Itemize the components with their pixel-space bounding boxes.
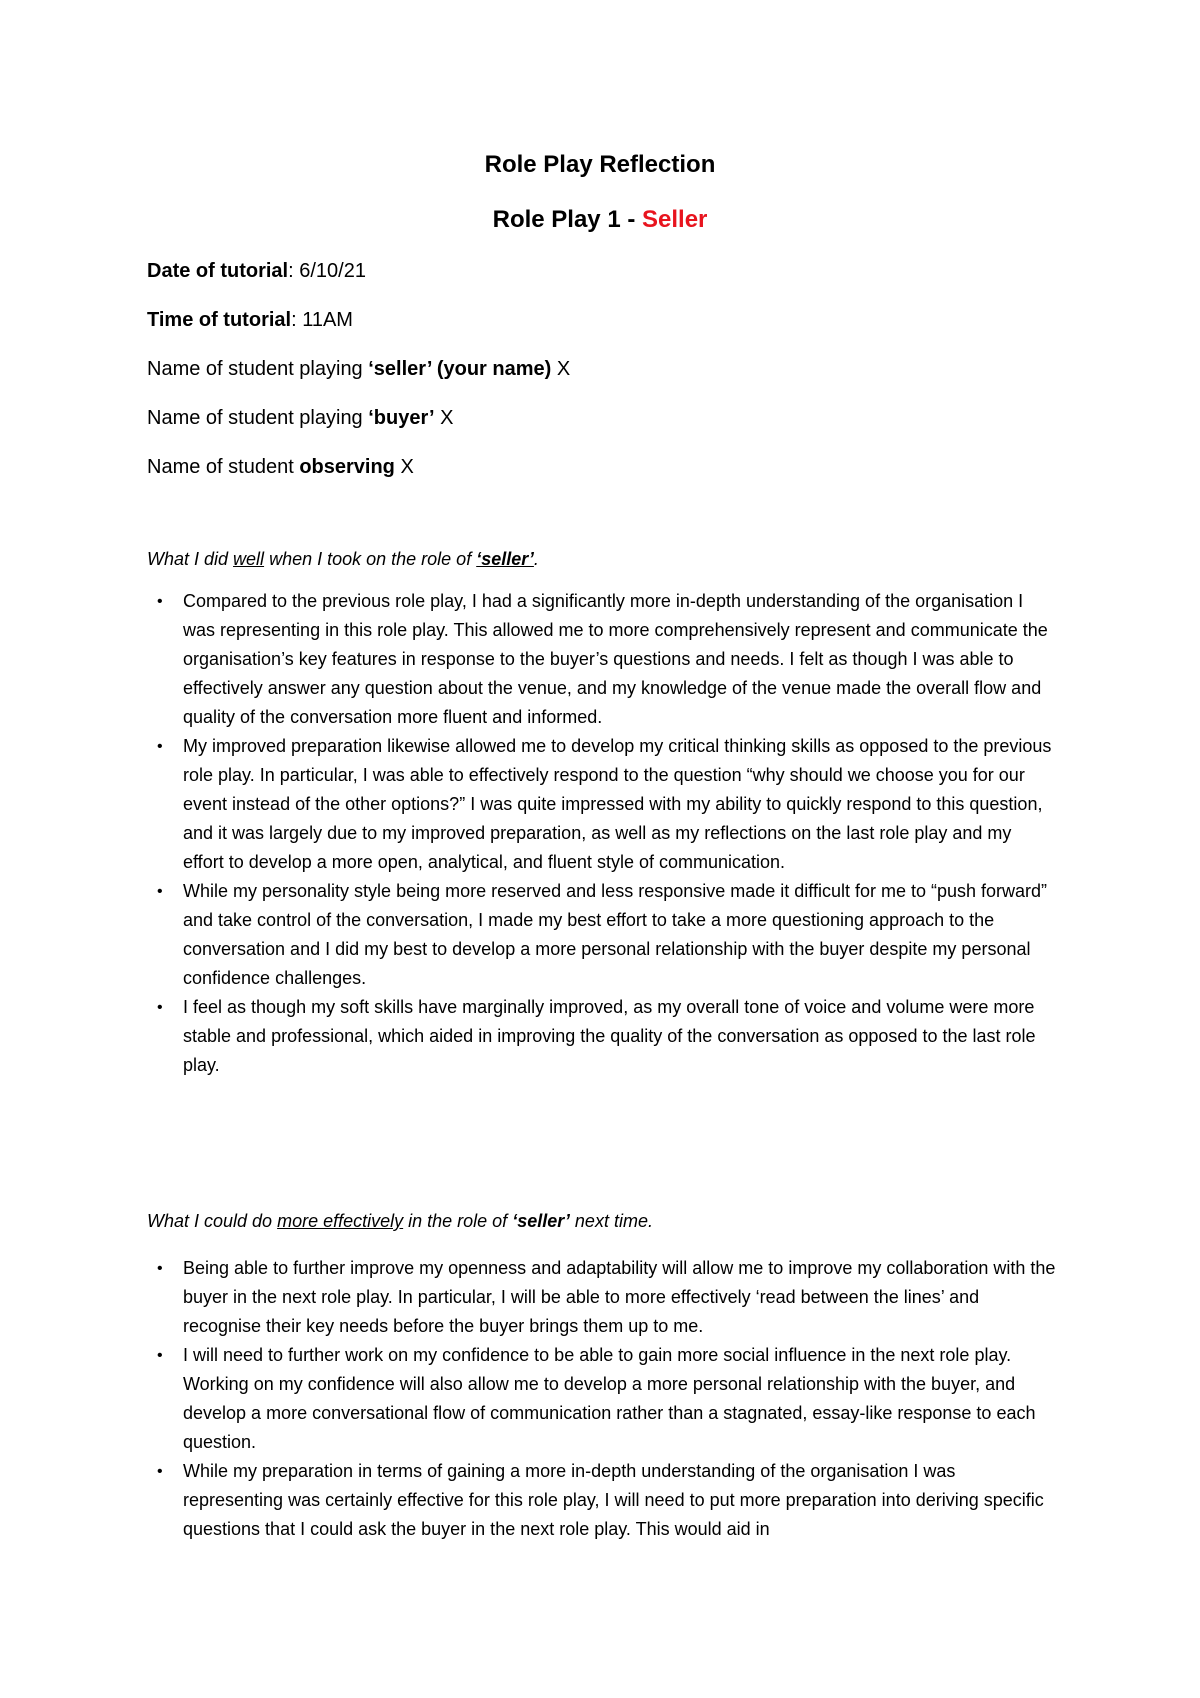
heading-improve-pre: What I could do xyxy=(147,1211,278,1231)
seller-name-line xyxy=(147,356,570,382)
heading-improve-post: next time. xyxy=(569,1211,653,1231)
date-label: Date of tutorial xyxy=(147,260,289,282)
list-item xyxy=(147,877,1057,993)
improve-bullet-list xyxy=(147,1254,1057,1544)
bullet-icon: • xyxy=(157,1463,163,1480)
list-item xyxy=(147,1341,1057,1457)
buyer-bold: ‘buyer’ xyxy=(368,407,435,429)
observer-name-line xyxy=(147,454,414,480)
list-item xyxy=(147,1457,1057,1544)
heading-well-pre: What I did xyxy=(147,549,234,569)
time-value: : 11AM xyxy=(291,309,353,331)
document-subtitle xyxy=(0,205,1200,235)
heading-improve-mid: in the role of xyxy=(403,1211,513,1231)
list-item-text: I feel as though my soft skills have marginally improved, as my overall tone of voice and volume were more stable and professional, which aided in improving the quality of the conversation as opposed to the last role play. xyxy=(183,997,1036,1075)
seller-bold: ‘seller’ (your name) xyxy=(368,358,552,380)
section-heading-well xyxy=(147,547,539,571)
date-value: : 6/10/21 xyxy=(288,260,366,282)
subtitle-prefix: Role Play 1 - xyxy=(492,206,642,233)
bullet-icon: • xyxy=(157,1260,163,1277)
bullet-icon: • xyxy=(157,738,163,755)
observer-value: X xyxy=(394,456,414,478)
buyer-value: X xyxy=(434,407,454,429)
bullet-icon: • xyxy=(157,999,163,1016)
heading-well-role: ‘seller’ xyxy=(476,549,534,569)
heading-improve-role: ‘seller’ xyxy=(512,1211,570,1231)
observer-bold: observing xyxy=(299,456,395,478)
seller-prefix: Name of student playing xyxy=(147,358,369,380)
document-title: Role Play Reflection xyxy=(484,151,716,178)
bullet-icon: • xyxy=(157,593,163,610)
list-item xyxy=(147,993,1057,1080)
list-item-text: While my personality style being more reserved and less responsive made it difficult for me to “push forward” and take control of the conversation, I made my best effort to take a more questioning approach to the conversation and I did my best to develop a more personal relationship with the buyer despite my personal confidence challenges. xyxy=(183,881,1048,988)
heading-improve-emph: more effectively xyxy=(277,1211,404,1231)
heading-well-post: . xyxy=(533,549,539,569)
list-item xyxy=(147,1254,1057,1341)
heading-well-mid: when I took on the role of xyxy=(264,549,477,569)
seller-value: X xyxy=(551,358,571,380)
date-of-tutorial xyxy=(147,258,366,284)
list-item xyxy=(147,732,1057,877)
buyer-name-line xyxy=(147,405,453,431)
bullet-icon: • xyxy=(157,1347,163,1364)
time-of-tutorial xyxy=(147,307,353,333)
subtitle-role: Seller xyxy=(642,206,708,233)
bullet-icon: • xyxy=(157,883,163,900)
observer-prefix: Name of student xyxy=(147,456,300,478)
list-item-text: While my preparation in terms of gaining a more in-depth understanding of the organisation I was representing was certainly effective for this role play, I will need to put more preparation into deriving specific questions that I could ask the buyer in the next role play. This would aid in xyxy=(183,1461,1044,1539)
list-item-text: Compared to the previous role play, I had a significantly more in-depth understanding of the organisation I was representing in this role play. This allowed me to more comprehensively represent and communicate the organisation’s key features in response to the buyer’s questions and needs. I felt as though I was able to effectively answer any question about the venue, and my knowledge of the venue made the overall flow and quality of the conversation more fluent and informed. xyxy=(183,591,1048,727)
time-label: Time of tutorial xyxy=(147,309,292,331)
list-item xyxy=(147,587,1057,732)
list-item-text: Being able to further improve my openness and adaptability will allow me to improve my collaboration with the buyer in the next role play. In particular, I will be able to more effectively ‘read between the lines’ and recognise their key needs before the buyer brings them up to me. xyxy=(183,1258,1056,1336)
buyer-prefix: Name of student playing xyxy=(147,407,369,429)
list-item-text: My improved preparation likewise allowed me to develop my critical thinking skills as opposed to the previous role play. In particular, I was able to effectively respond to the question “why should we choose you for our event instead of the other options?” I was quite impressed with my ability to quickly respond to this question, and it was largely due to my improved preparation, as well as my reflections on the last role play and my effort to develop a more open, analytical, and fluent style of communication. xyxy=(183,736,1052,872)
heading-well-emph: well xyxy=(233,549,265,569)
section-heading-improve xyxy=(147,1209,653,1233)
well-bullet-list xyxy=(147,587,1057,1080)
list-item-text: I will need to further work on my confidence to be able to gain more social influence in the next role play. Working on my confidence will also allow me to develop a more personal relationship with the buyer, and develop a more conversational flow of communication rather than a stagnated, essay-like response to each question. xyxy=(183,1345,1036,1452)
